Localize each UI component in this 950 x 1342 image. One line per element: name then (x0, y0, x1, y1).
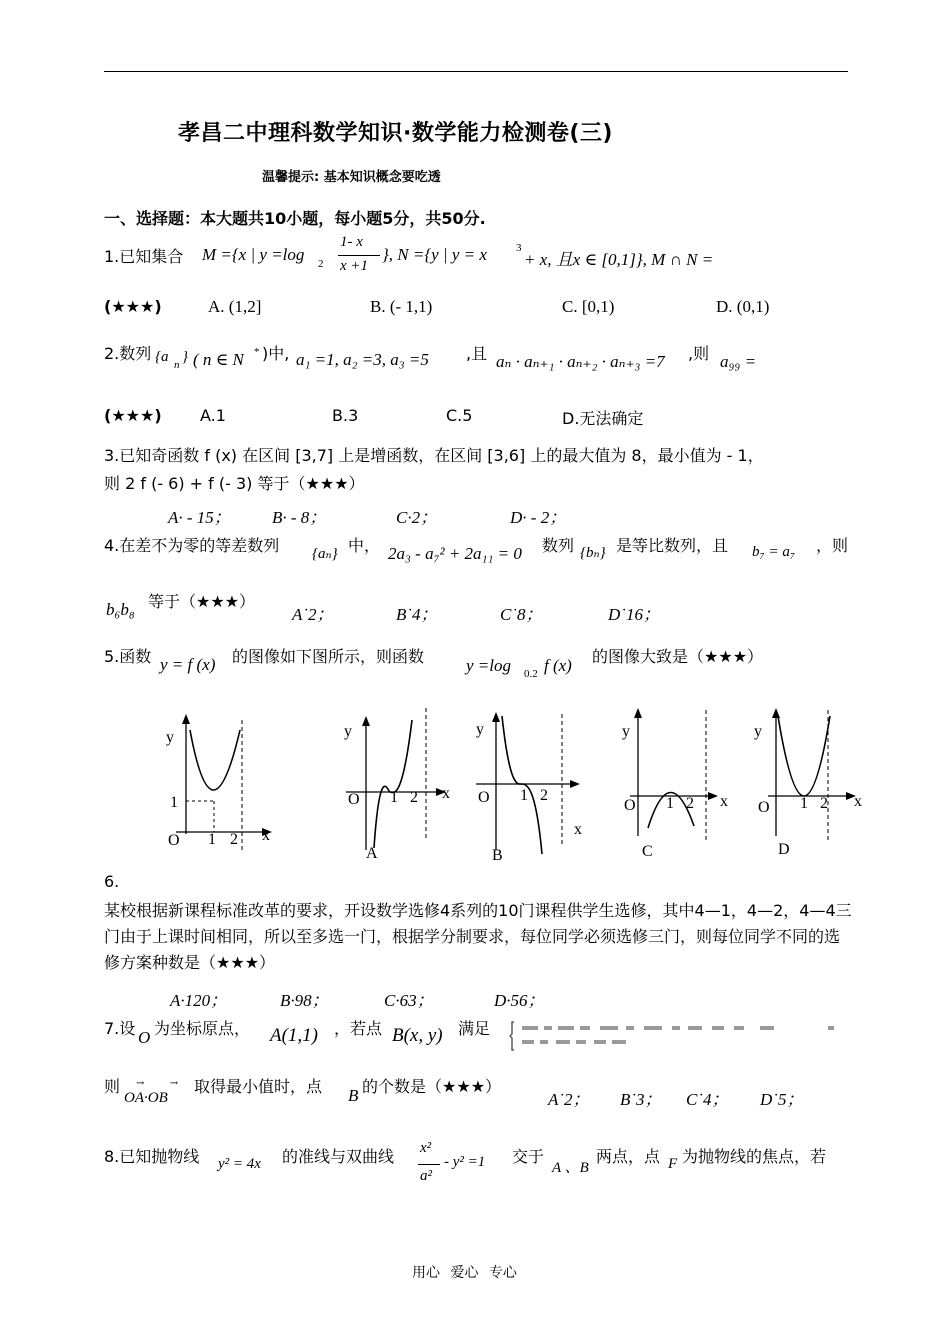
q3-option-b: B· - 8； (272, 508, 327, 527)
q2-stars: (★★★) (104, 406, 162, 425)
page-title: 孝昌二中理科数学知识·数学能力检测卷(三) (178, 121, 613, 146)
q3-option-d: D· - 2； (510, 508, 567, 527)
graph-b-label: B (492, 847, 503, 864)
q5-f1: y = f (x) (160, 655, 216, 674)
q1-prefix: 1.已知集合 (104, 247, 184, 266)
q2-seq-sub: n (174, 359, 180, 371)
q1-expr-a: M ={x | y =log (202, 245, 305, 264)
q8-hyp-rest: - y² =1 (444, 1154, 486, 1170)
graph-original-one: 1 (208, 831, 216, 848)
graph-c-y-label: y (622, 723, 630, 740)
q2-mid: ,且 (466, 344, 488, 363)
q2-cond-close: )中, (262, 344, 290, 363)
q4-option-d: D˙16； (608, 605, 660, 624)
graph-d (754, 708, 862, 858)
q2-option-d: D.无法确定 (562, 409, 644, 428)
graph-original-y-label: y (166, 729, 174, 746)
q5-graphs (150, 700, 870, 870)
q1-expr-b: }, N ={y | y = x (382, 245, 487, 264)
graph-b (476, 712, 582, 864)
q4-line2: 等于（★★★） (148, 592, 256, 611)
graph-a-o: O (348, 791, 360, 808)
q1-stars: (★★★) (104, 297, 162, 316)
q2-cond: ( n ∈ N (193, 350, 244, 369)
q8-hyp-num: x² (420, 1140, 432, 1156)
q6-option-b: B·98； (280, 991, 329, 1010)
q5-text-b: 的图像如下图所示，则函数 (232, 647, 425, 666)
q7-option-c: C˙4； (686, 1090, 729, 1109)
q4-option-c: C˙8； (500, 605, 543, 624)
q2-cond-sup: * (254, 346, 260, 358)
q8-points: A 、B (552, 1160, 589, 1176)
q5-f2-end: f (x) (544, 656, 572, 675)
q7-point-b: B(x, y) (392, 1025, 443, 1046)
graph-d-label: D (778, 841, 790, 858)
q2-prod: aₙ · aₙ₊₁ · aₙ₊₂ · aₙ₊₃ =7 (496, 352, 665, 371)
graph-d-two: 2 (820, 795, 828, 812)
header-rule (104, 71, 848, 72)
q7-vector-arrows: → → (136, 1078, 179, 1089)
q4-mid: 中， (348, 536, 381, 555)
q1-log-base: 2 (318, 258, 324, 270)
q4-cond: b₇ = a₇ (752, 544, 796, 560)
q7-c: ，若点 (334, 1019, 383, 1038)
q7-o: O (138, 1028, 151, 1047)
q6-option-d: D·56； (494, 991, 545, 1010)
q7-option-a: A˙2； (548, 1090, 590, 1109)
q1-exp: 3 (516, 242, 522, 254)
q4-option-a: A˙2； (292, 605, 334, 624)
graph-d-o: O (758, 799, 770, 816)
q5-text-a: 5.函数 (104, 647, 152, 666)
q8-a: 8.已知抛物线 (104, 1147, 200, 1166)
q4-line1b: 数列 (542, 536, 575, 555)
q1-option-a: A. (1,2] (208, 297, 262, 316)
q7-b: 为坐标原点， (154, 1019, 251, 1038)
q6-text: 某校根据新课程标准改革的要求，开设数学选修4系列的10门课程供学生选修，其中4—1，4—2，4—4三门由于上课时间相同，所以至多选一门，根据学分制要求，每位同学必须选修三门，则每位同学不同的选修方案种数是（★★★） (104, 901, 852, 972)
graph-b-two: 2 (540, 787, 548, 804)
q7-point-a: A(1,1) (270, 1025, 319, 1046)
q1-option-d: D. (0,1) (716, 297, 770, 316)
q5-f2: y =log (466, 656, 511, 675)
q1-frac-bar (338, 255, 380, 256)
graph-original-one-y: 1 (170, 794, 178, 811)
q3-option-c: C·2； (396, 508, 438, 527)
q7-dot-product: OA·OB (124, 1090, 168, 1106)
q8-c: 交于 (512, 1147, 545, 1166)
q7-a: 7.设 (104, 1019, 136, 1038)
q1-expr-c: + x, 且x ∈ [0,1]}, M ∩ N = (524, 250, 714, 269)
graph-a-one: 1 (390, 789, 398, 806)
graph-d-y-label: y (754, 723, 762, 740)
graph-b-o: O (478, 789, 490, 806)
graph-c-label: C (642, 843, 653, 860)
graph-a-label: A (366, 845, 378, 862)
q1-option-c: C. [0,1) (562, 297, 615, 316)
q2-option-c: C.5 (446, 406, 473, 425)
graph-original-x-label: x (262, 827, 270, 844)
tip-text: 温馨提示: 基本知识概念要吃透 (262, 170, 441, 185)
q8-hyp-den: a² (420, 1168, 432, 1184)
graph-original (166, 714, 272, 850)
q7-d: 满足 (458, 1019, 491, 1038)
q6-option-c: C·63； (384, 991, 434, 1010)
q4-eq: 2a₃ - a₇² + 2a₁₁ = 0 (388, 544, 522, 563)
q3-line2: 则 2 f (- 6) + f (- 3) 等于（★★★） (104, 474, 365, 493)
q2-vals: a₁ =1, a₂ =3, a₃ =5 (296, 350, 429, 369)
q2-option-b: B.3 (332, 406, 359, 425)
graph-a (344, 708, 450, 862)
q4-prod: b₆b₈ (106, 600, 135, 619)
q8-d: 两点，点 (596, 1147, 661, 1166)
section-heading: 一、选择题：本大题共10小题，每小题5分，共50分. (104, 209, 486, 228)
q7-point-b-ref: B (348, 1086, 359, 1105)
graph-d-one: 1 (800, 795, 808, 812)
q2-seq: {a (155, 349, 169, 365)
graph-a-two: 2 (410, 789, 418, 806)
q2-target: a₉₉ = (720, 352, 757, 371)
q7-option-d: D˙5； (760, 1090, 804, 1109)
q2-option-a: A.1 (200, 406, 226, 425)
graph-b-y-label: y (476, 721, 484, 738)
q3-line1: 3.已知奇函数 f (x) 在区间 [3,7] 上是增函数，在区间 [3,6] 上的最大值为 8，最小值为 - 1， (104, 446, 764, 465)
q7-option-b: B˙3； (620, 1090, 662, 1109)
q1-frac-num: 1- x (340, 234, 363, 250)
graph-c-one: 1 (666, 795, 674, 812)
q4-option-b: B˙4； (396, 605, 438, 624)
q2-end: ,则 (688, 344, 710, 363)
q6-num: 6. (104, 872, 120, 891)
graph-a-x-label: x (442, 785, 450, 802)
graph-b-one: 1 (520, 787, 528, 804)
graph-c-o: O (624, 797, 636, 814)
q7-line2b: 取得最小值时，点 (194, 1077, 323, 1096)
q4-seq: {aₙ} (312, 546, 338, 562)
graph-b-x-label: x (574, 821, 582, 838)
q2-prefix: 2.数列 (104, 344, 152, 363)
graph-c-two: 2 (686, 795, 694, 812)
q4-line1c: 是等比数列，且 (616, 536, 729, 555)
q7-line2c: 的个数是（★★★） (362, 1077, 502, 1096)
q7-line2a: 则 (104, 1077, 121, 1096)
q4-line1a: 4.在差不为零的等差数列 (104, 536, 280, 555)
q2-seq-close: } (182, 349, 188, 365)
q7-constraint-image (508, 1018, 848, 1054)
q5-text-c: 的图像大致是（★★★） (592, 647, 764, 666)
q1-frac-den: x +1 (340, 258, 369, 274)
graph-d-x-label: x (854, 793, 862, 810)
graph-c-x-label: x (720, 793, 728, 810)
q8-focus: F (668, 1156, 678, 1172)
graph-original-o: O (168, 832, 180, 849)
q4-seq2: {bₙ} (580, 545, 606, 561)
q3-option-a: A· - 15； (168, 508, 231, 527)
q8-b: 的准线与双曲线 (282, 1147, 395, 1166)
q5-f2-base: 0.2 (524, 668, 538, 680)
graph-c (622, 708, 728, 860)
q4-line1d: ，则 (816, 536, 849, 555)
q8-e: 为抛物线的焦点，若 (682, 1147, 827, 1166)
q1-option-b: B. (- 1,1) (370, 297, 433, 316)
q6-option-a: A·120； (170, 991, 228, 1010)
q8-hyp-bar (418, 1164, 440, 1165)
graph-a-y-label: y (344, 723, 352, 740)
graph-original-two: 2 (230, 831, 238, 848)
q8-parabola: y² = 4x (218, 1156, 261, 1172)
page-footer: 用心 爱心 专心 (412, 1265, 517, 1281)
